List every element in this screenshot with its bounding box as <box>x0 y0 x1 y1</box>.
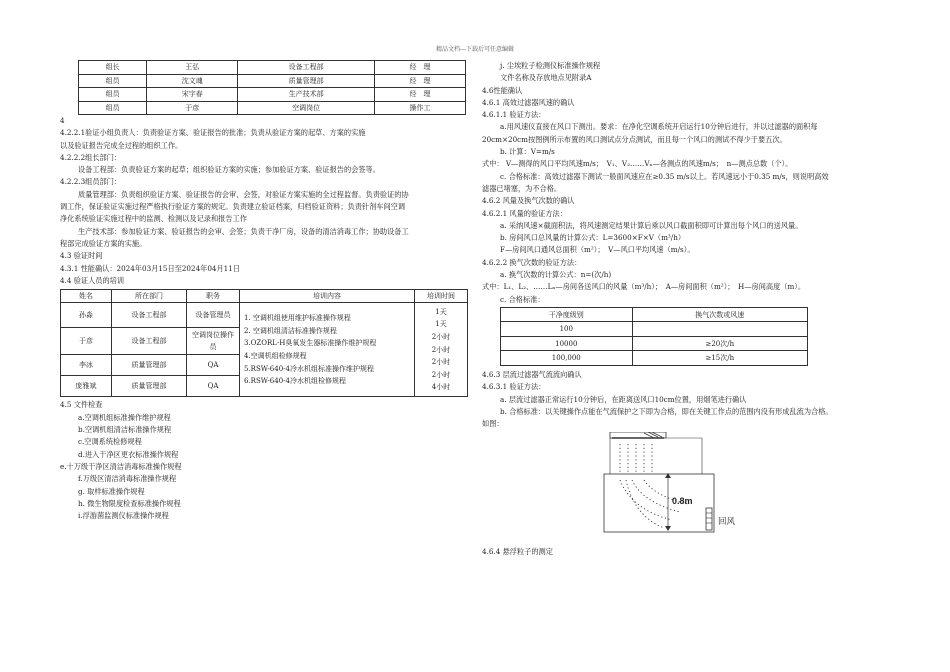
para-line: b. 房间风口总风量的计算公式：L=3600×F×V（m³/h） <box>500 233 686 243</box>
page-number: 4 <box>60 116 65 125</box>
para-line: 式中：L₁、L₂、……Lₙ—房间各送风口的风量（m³/h）； A—房间面积（m²）； H—房间高度（m）。 <box>482 282 806 292</box>
section-heading: 4.6性能确认 <box>482 85 523 95</box>
team-table <box>78 60 466 115</box>
para-line: 以及验证报告完成全过程的组织工作。 <box>60 140 183 150</box>
doc-item: h. 微生物限度检查标准操作规程 <box>78 498 181 508</box>
section-heading: 4.6.3.1 验证方法： <box>482 382 546 392</box>
table-row: 孙淼 设备工程部 设备管理员 1. 空调机组使用维护标准操作规程 2. 空调机组清洁标准操作规程 3.OZORL-H臭氧发生器标准操作维护规程 4.空调机组检修规程 5.RSW-640-4冷水机组标准操作维护规程 6.RSW-640-4冷水机组检修规程 1天 1天 2小时 2小时 2小时 2小时 4小时 <box>61 303 468 328</box>
height-label: 0.8m <box>672 496 693 507</box>
para-line: 式中： V—测得的风口平均风速m/s； V₁、V₂……Vₙ—各测点的风速m/s； n—测点总数（个）。 <box>482 159 793 169</box>
para-line: b. 计算：V=m/s <box>500 147 555 157</box>
table-header-row: 姓名 所在部门 职务 培训内容 培训时间 <box>61 290 468 303</box>
section-heading: 4.6.2.2 换气次数的验证方法： <box>482 257 582 267</box>
section-heading: 4.2.2.3组员部门： <box>60 177 122 187</box>
right-column <box>482 60 882 559</box>
doc-item: f.万级区清洁消毒标准操作规程 <box>78 474 177 484</box>
doc-item: c.空调系统检修规程 <box>78 437 142 447</box>
doc-item: e.十万级干净区清洁消毒标准操作规程 <box>60 461 182 471</box>
para-line: 生产技术部：参加验证方案、验证报告的会审、会签；负责干净厂房，设备的清洁消毒工作；协助设备工 <box>78 226 409 236</box>
return-air-label: 回风 <box>718 516 736 527</box>
doc-item: j. 尘埃粒子检测仪标准操作规程 <box>500 61 601 70</box>
doc-item: d.进入干净区更衣标准操作规程 <box>78 449 179 459</box>
air-change-table <box>500 307 808 366</box>
para-line: a. 换气次数的计算公式：n=(次/h) <box>500 270 612 280</box>
section-heading: 4.6.1 高效过滤器风速的确认 <box>482 97 575 107</box>
training-times: 1天 1天 2小时 2小时 2小时 2小时 4小时 <box>415 303 468 397</box>
para-line: c. 合格标准：高效过滤器下测试一般面风速应在≥0.35 m/s以上。若风速远小于0.35 m/s，则说明高效 <box>500 171 829 181</box>
table-row: 李冰 质量管理部 QA <box>61 355 468 376</box>
table-row: 组员 宋宇春 生产技术部 经 理 <box>79 88 466 102</box>
section-heading: 4.4 验证人员的培训 <box>60 275 125 285</box>
training-content: 1. 空调机组使用维护标准操作规程 2. 空调机组清洁标准操作规程 3.OZORL-H臭氧发生器标准操作维护规程 4.空调机组检修规程 5.RSW-640-4冷水机组标准操作维护规程 6.RSW-640-4冷水机组检修规程 <box>240 303 415 397</box>
para-line: a. 采纳风速×截面积法，将风速测定结果计算后乘以风口截面积即可计算出每个风口的送风量。 <box>500 220 803 230</box>
table-row: 组员 沈文魂 质量管理部 经 理 <box>79 74 466 88</box>
para-line: 设备工程部：负责验证方案的起草；组织验证方案的实施；参加验证方案、验证报告的会签等。 <box>78 165 380 175</box>
para-line: c. 合格标准： <box>500 294 545 304</box>
para-line: b. 合格标准：以关键操作点能在气流保护之下即为合格，即在关键工作点的范围内没有形成乱流为合格。 <box>500 406 833 416</box>
para-line: 文件名称及存放地点见附录A <box>500 73 592 83</box>
table-row: 100 <box>501 322 808 337</box>
table-row: 于彦 设备工程部 空调岗位操作员 <box>61 328 468 355</box>
section-heading: 4.3 验证时间 <box>60 251 103 261</box>
table-row: 10000 ≥20次/h <box>501 336 808 351</box>
para-line: 滤器已堵塞，为不合格。 <box>482 183 562 193</box>
table-header-row: 干净度级别 换气次数或风速 <box>501 307 808 322</box>
section-heading: 4.6.2 风量及换气次数的确认 <box>482 196 575 206</box>
doc-item: g. 取样标准操作规程 <box>78 486 145 496</box>
table-row: 组员 于彦 空调岗位 操作工 <box>79 101 466 115</box>
section-heading: 4.6.1.1 验证方法： <box>482 110 546 120</box>
para-line: 20cm×20cm按图例所示布置的风口测试点分点测试，而且每一个风口的测试不得少于要五次。 <box>482 134 787 144</box>
doc-item: a.空调机组标准操作维护规程 <box>78 412 171 422</box>
table-row: 100,000 ≥15次/h <box>501 351 808 366</box>
table-row: 庞雅斌 质量管理部 QA <box>61 376 468 397</box>
table-row: 组长 王弘 设备工程部 经 理 <box>79 61 466 75</box>
para-line: 如图： <box>482 419 504 429</box>
para-line: 质量管理部：负责组织验证方案、验证报告的会审、会签，对验证方案实施的全过程监督。负责验证的协 <box>78 189 409 199</box>
section-heading: 4.6.3 层流过滤器气流流向确认 <box>482 369 582 379</box>
left-column <box>60 60 468 522</box>
training-table <box>60 289 468 397</box>
section-heading: 4.5 文件检查 <box>60 400 103 410</box>
para-line: a. 层流过滤器正常运行10分钟后，在距离送风口10cm位置，用烟笔进行确认 <box>500 394 747 404</box>
para-line: 程部完成验证方案的实施。 <box>60 238 147 248</box>
section-heading: 4.6.2.1 风量的验证方法： <box>482 208 567 218</box>
para-line: 4.2.2.1验证小组负责人：负责验证方案、验证报告的批准；负责从验证方案的起草、方案的实施 <box>60 128 366 138</box>
airflow-diagram-svg <box>602 432 782 542</box>
doc-item: i.浮游菌监测仪标准操作规程 <box>78 511 169 521</box>
work-area-box <box>604 474 714 532</box>
doc-item: b.空调机组清洁标准操作规程 <box>78 425 172 435</box>
section-heading: 4.6.4 悬浮粒子的测定 <box>482 547 553 557</box>
para-line: F—房间风口通风总面积（m²）； V—风口平均风速（m/s）。 <box>500 245 695 255</box>
para-line: 调工作，保证验证实施过程严格执行验证方案的规定。负责建立验证档案，归档验证资料；负责针剂车间空调 <box>60 202 406 212</box>
para-line: 4.3.1 性能确认：2024年03月15日至2024年04月11日 <box>60 263 240 273</box>
para-line: 净化系统验证实施过程中的监测、检测以及记录和报告工作 <box>60 214 247 224</box>
section-heading: 4.2.2.2组长部门： <box>60 152 122 162</box>
page-header: 精品文档---下载后可任意编辑 <box>435 46 515 53</box>
airflow-diagram <box>602 432 782 542</box>
airflow-lines <box>620 444 652 472</box>
para-line: a.用风速仪直接在风口下测出。要求：在净化空调系统开启运行10分钟后进行，并以过滤器的面积每 <box>500 122 818 132</box>
